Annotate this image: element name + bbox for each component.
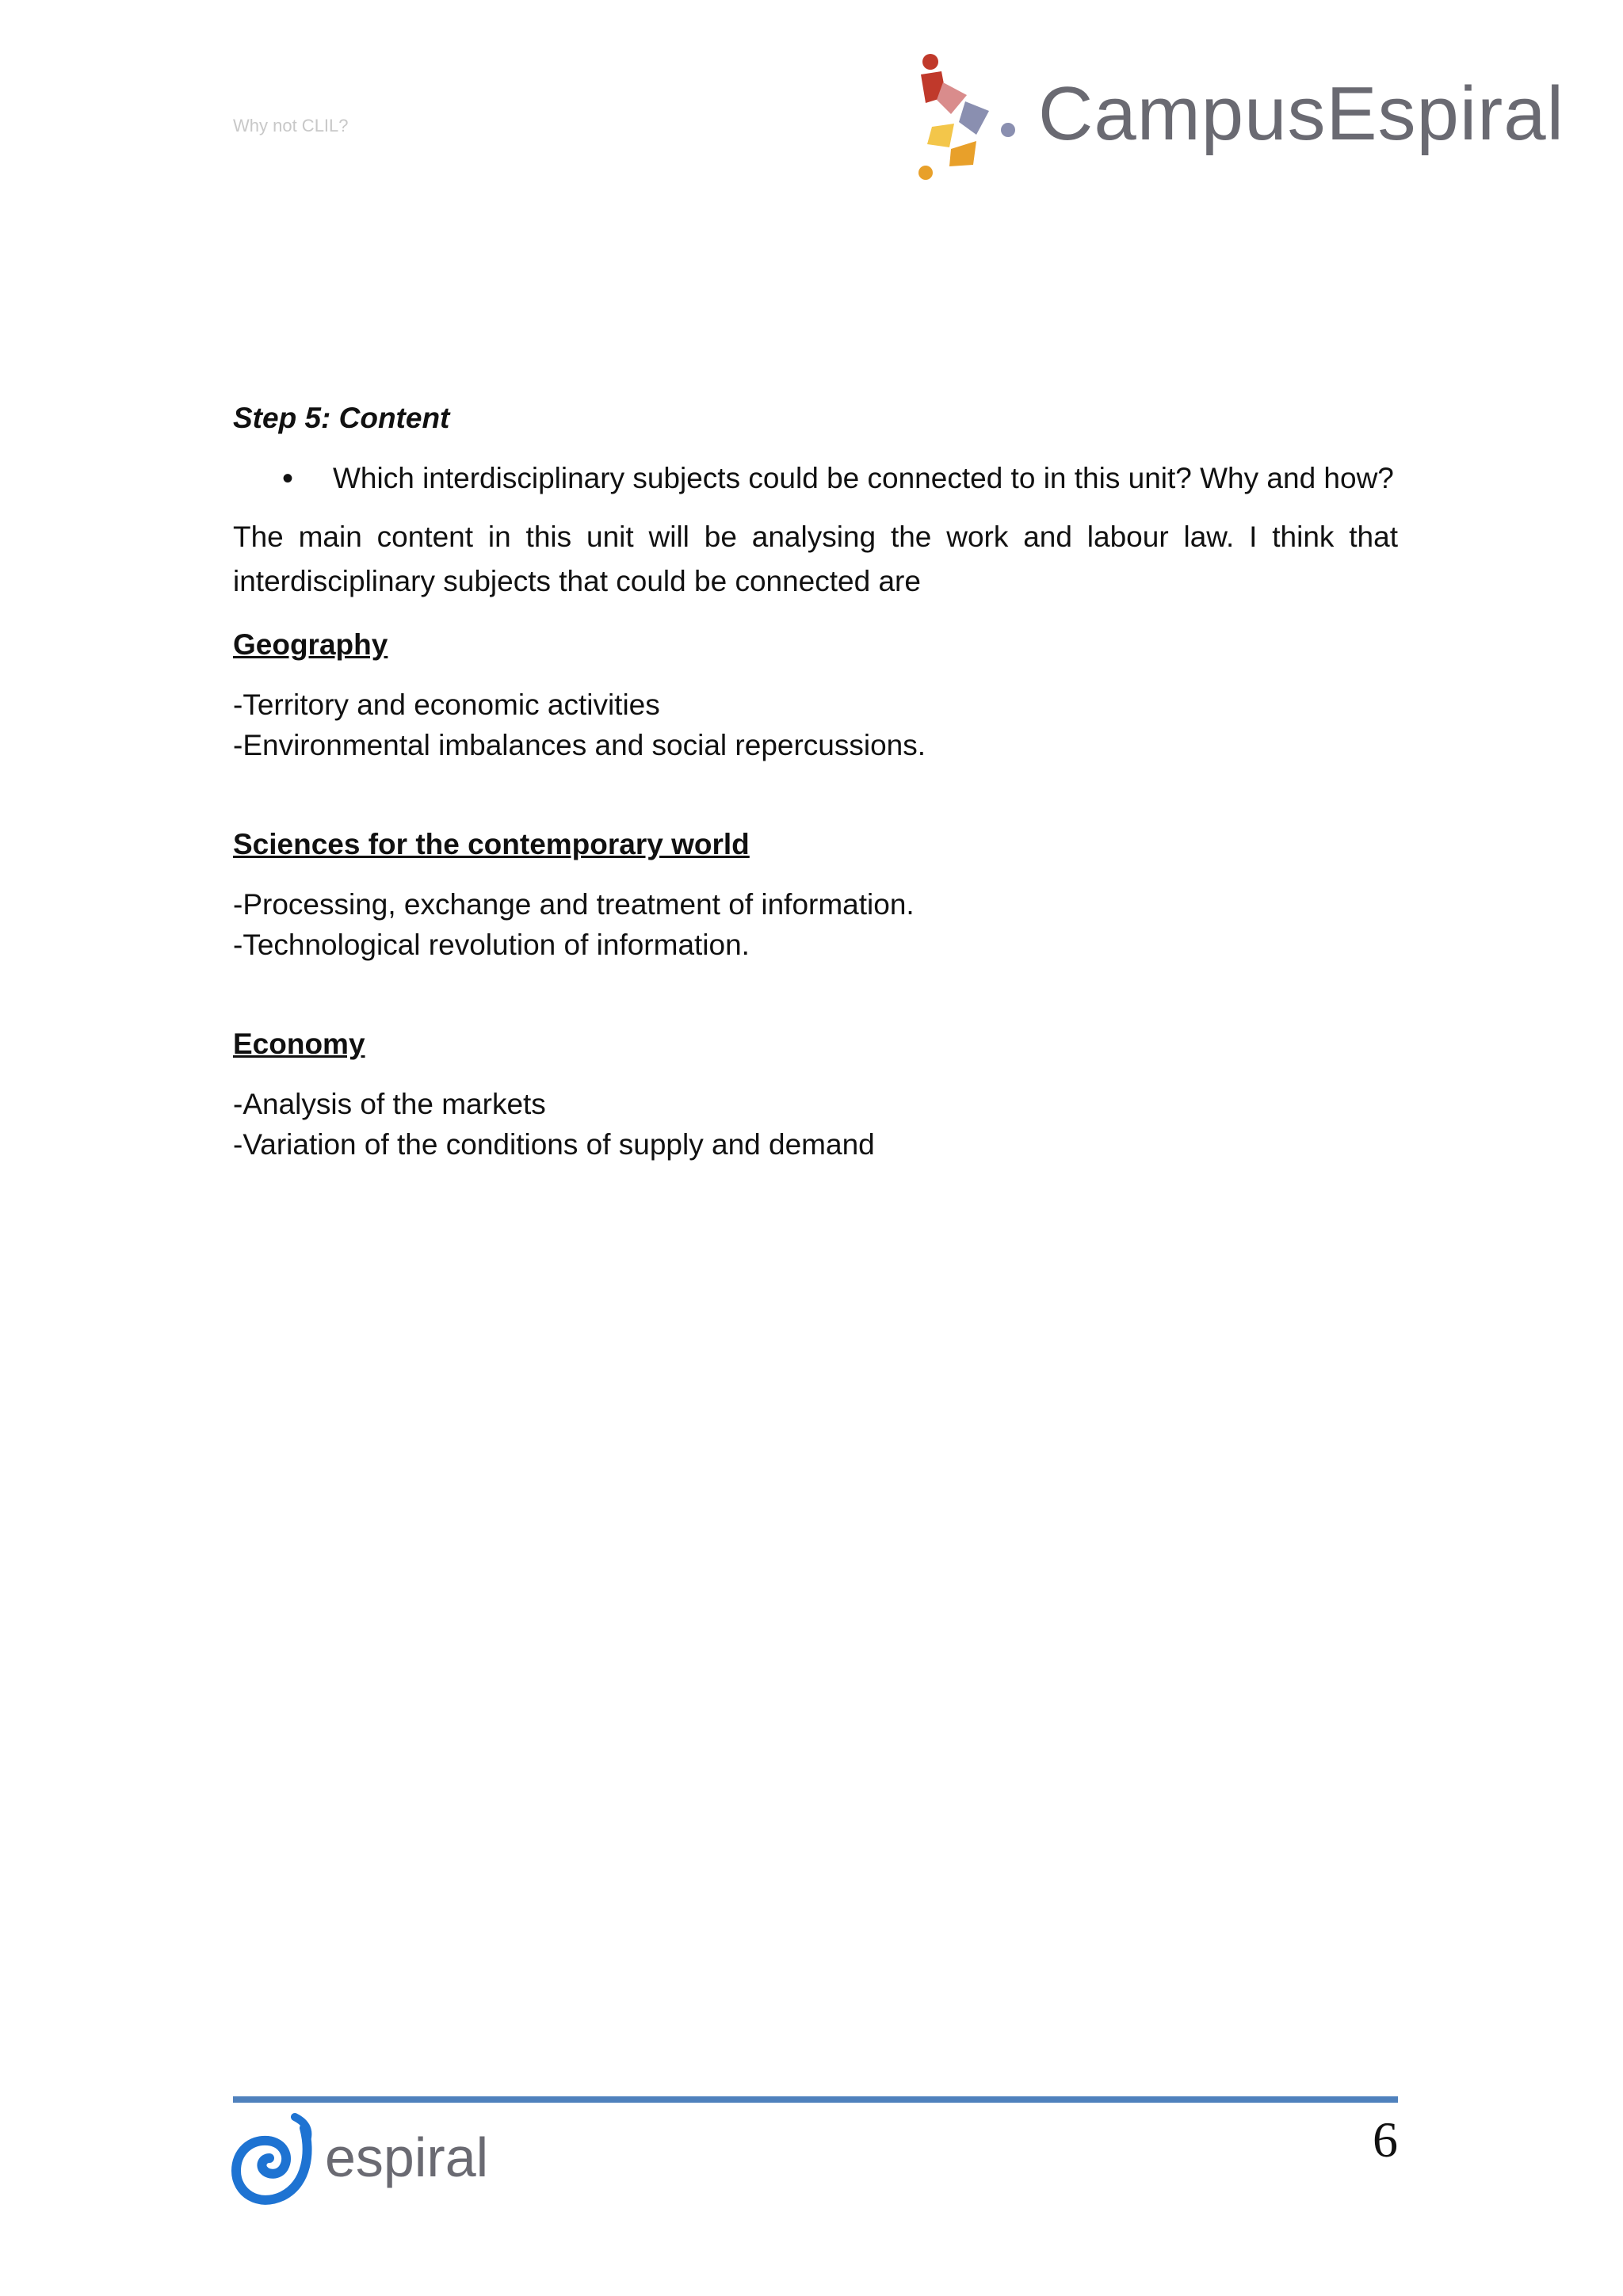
- section-items: [233, 884, 1398, 965]
- bullet-item: [233, 456, 1398, 501]
- section-item: -Processing, exchange and treatment of information.: [233, 888, 915, 921]
- campus-espiral-mark-icon: [910, 48, 1029, 190]
- bullet-dot-icon: •: [282, 461, 294, 496]
- campus-espiral-logo-text: CampusEspiral: [1038, 71, 1564, 156]
- document-body: [233, 396, 1398, 1222]
- section-sciences: [233, 822, 1398, 965]
- step-title: Step 5: Content: [233, 402, 450, 434]
- section-item: -Variation of the conditions of supply and demand: [233, 1128, 875, 1161]
- section-economy: [233, 1022, 1398, 1165]
- section-geography: [233, 623, 1398, 765]
- section-heading: Economy: [233, 1028, 365, 1060]
- section-items: [233, 1084, 1398, 1165]
- section-heading: Sciences for the contemporary world: [233, 828, 750, 860]
- section-item: -Analysis of the markets: [233, 1088, 546, 1120]
- page-number: 6: [1373, 2111, 1398, 2168]
- section-item: -Territory and economic activities: [233, 688, 660, 721]
- section-item: -Technological revolution of information.: [233, 929, 750, 961]
- espiral-logo: [231, 2111, 501, 2206]
- footer-rule: [233, 2096, 1398, 2103]
- espiral-logo-text: espiral: [325, 2126, 489, 2188]
- campus-espiral-logo: [910, 48, 1564, 190]
- intro-paragraph: The main content in this unit will be analysing the work and labour law. I think that interdisciplinary subjects that could be connected are: [233, 521, 1398, 597]
- espiral-spiral-icon: [231, 2111, 319, 2206]
- bullet-question: Which interdisciplinary subjects could be connected to in this unit? Why and how?: [333, 462, 1394, 494]
- running-header: Why not CLIL?: [233, 116, 349, 135]
- section-items: [233, 685, 1398, 765]
- section-item: -Environmental imbalances and social repercussions.: [233, 729, 926, 761]
- section-heading: Geography: [233, 628, 388, 661]
